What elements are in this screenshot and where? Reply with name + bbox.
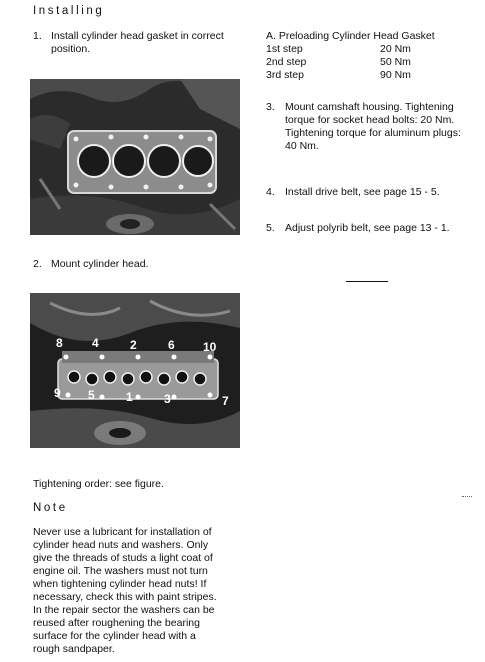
step-5-text: Adjust polyrib belt, see page 13 - 1.	[285, 222, 450, 234]
note-line: give the threads of studs a light coat of	[33, 552, 213, 564]
note-line: In the repair sector the washers can be	[33, 604, 215, 616]
gasket-photo	[30, 79, 240, 235]
figure-label-2: 2	[130, 338, 137, 352]
figure-label-10: 10	[203, 340, 217, 354]
torque-row	[266, 43, 416, 56]
note-body	[33, 526, 233, 656]
note-line: Never use a lubricant for installation of	[33, 526, 212, 538]
figure-label-1: 1	[126, 390, 133, 404]
note-line: surface for the cylinder head with a	[33, 630, 196, 642]
torque-row	[266, 56, 416, 69]
torque-step-value: 20 Nm	[380, 43, 411, 55]
figure-label-8: 8	[56, 336, 63, 350]
step-5-number: 5.	[266, 222, 275, 234]
step-2-text: Mount cylinder head.	[51, 258, 149, 270]
section-title: Installing	[33, 5, 105, 17]
torque-step-value: 50 Nm	[380, 56, 411, 68]
note-line: rough sandpaper.	[33, 643, 115, 655]
torque-step-label: 1st step	[266, 43, 303, 55]
note-line: cylinder head nuts and washers. Only	[33, 539, 209, 551]
page-mark	[462, 496, 472, 498]
torque-row	[266, 69, 416, 82]
note-line: reused after roughening the bearing	[33, 617, 200, 629]
figure-label-5: 5	[88, 388, 95, 402]
step-4-text: Install drive belt, see page 15 - 5.	[285, 186, 440, 198]
figure-label-9: 9	[54, 386, 61, 400]
section-end-rule	[346, 281, 388, 282]
torque-step-value: 90 Nm	[380, 69, 411, 81]
step-4-number: 4.	[266, 186, 275, 198]
step-3-text: Mount camshaft housing. Tightening torque for socket head bolts: 20 Nm. Tightening torque for aluminum plugs: 40 Nm.	[285, 101, 461, 152]
preload-title: A. Preloading Cylinder Head Gasket	[266, 30, 435, 42]
figure-caption: Tightening order: see figure.	[33, 478, 164, 490]
note-line: necessary, check this with paint stripes.	[33, 591, 217, 603]
cylinder-head-illustration	[30, 293, 240, 448]
gasket-photo-illustration	[30, 79, 240, 235]
cylinder-head-photo	[30, 293, 240, 448]
note-line: when tightening cylinder head nuts! If	[33, 578, 207, 590]
torque-step-label: 3rd step	[266, 69, 304, 81]
note-heading: Note	[33, 502, 68, 514]
figure-label-4: 4	[92, 336, 99, 350]
step-1-text: Install cylinder head gasket in correct position.	[51, 30, 224, 55]
step-1-number: 1.	[33, 30, 42, 42]
figure-label-7: 7	[222, 394, 229, 408]
figure-label-6: 6	[168, 338, 175, 352]
note-line: engine oil. The washers must not turn	[33, 565, 208, 577]
torque-table	[266, 43, 416, 82]
torque-step-label: 2nd step	[266, 56, 307, 68]
figure-label-3: 3	[164, 392, 171, 406]
step-2-number: 2.	[33, 258, 42, 270]
step-3-number: 3.	[266, 101, 275, 113]
